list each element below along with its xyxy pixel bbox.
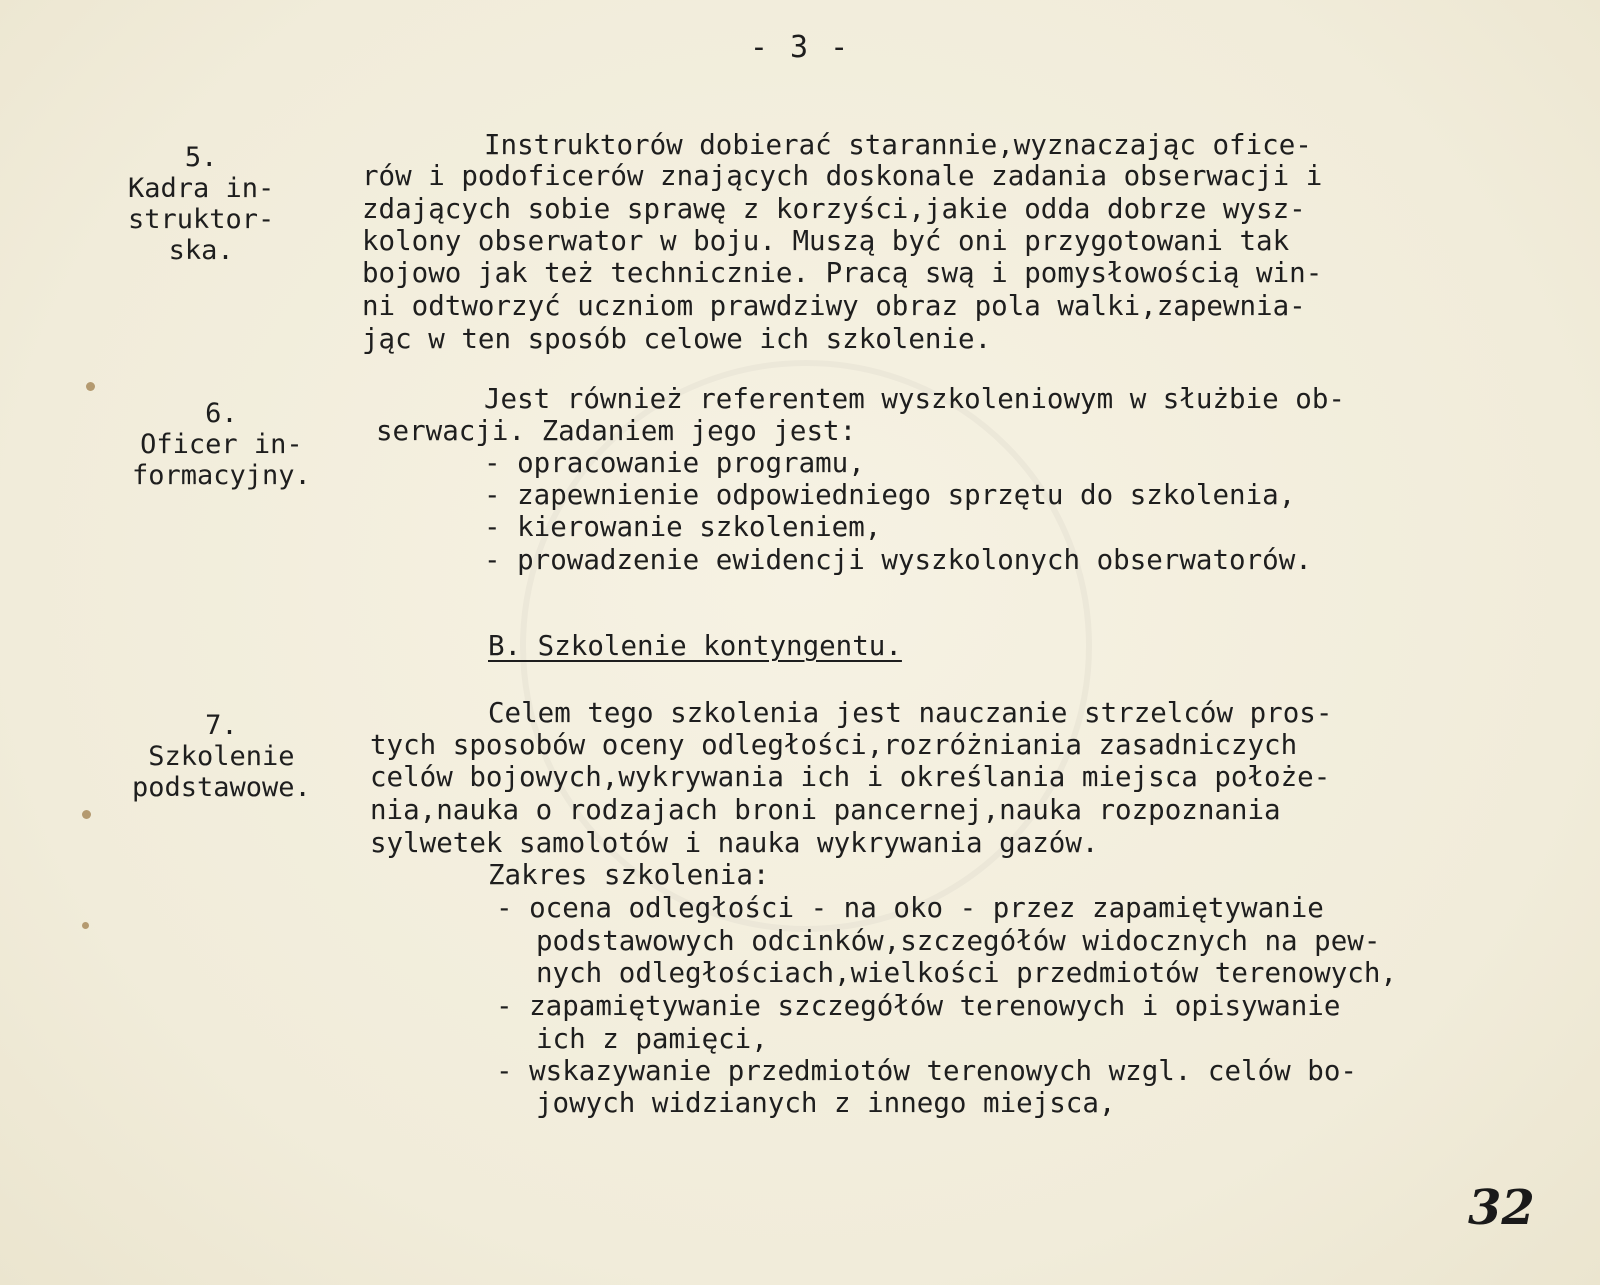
paragraph-6-line: - zapewnienie odpowiedniego sprzętu do szkolenia, xyxy=(484,479,1296,511)
paragraph-7-line: Zakres szkolenia: xyxy=(488,859,770,891)
paragraph-5-line: ni odtworzyć uczniom prawdziwy obraz pola walki,zapewnia- xyxy=(362,290,1306,322)
punch-hole-icon xyxy=(86,382,95,391)
list-item: - ocena odległości - na oko - przez zapamiętywanie xyxy=(496,892,1324,924)
paragraph-5-line: jąc w ten sposób celowe ich szkolenie. xyxy=(362,323,992,355)
list-item-continuation: podstawowych odcinków,szczegółów widocznych na pew- xyxy=(536,925,1381,957)
list-item: - wskazywanie przedmiotów terenowych wzgl. celów bo- xyxy=(496,1055,1357,1087)
paragraph-6-line: - prowadzenie ewidencji wyszkolonych obserwatorów. xyxy=(484,544,1312,576)
paragraph-7-line: nia,nauka o rodzajach broni pancernej,nauka rozpoznania xyxy=(370,794,1281,826)
paragraph-7-line: celów bojowych,wykrywania ich i określania miejsca położe- xyxy=(370,761,1331,793)
list-item-continuation: jowych widzianych z innego miejsca, xyxy=(536,1087,1116,1119)
paragraph-5-line: rów i podoficerów znających doskonale zadania obserwacji i xyxy=(362,160,1323,192)
paragraph-6-line: - opracowanie programu, xyxy=(484,447,865,479)
paragraph-7-line: Celem tego szkolenia jest nauczanie strzelców pros- xyxy=(488,697,1333,729)
punch-hole-icon xyxy=(82,810,91,819)
handwritten-page-number: 32 xyxy=(1468,1180,1535,1236)
punch-hole-icon xyxy=(82,922,89,929)
section-heading: B. Szkolenie kontyngentu. xyxy=(488,630,902,662)
margin-note-7: 7. Szkolenie podstawowe. xyxy=(132,710,311,803)
margin-note-6: 6. Oficer in- formacyjny. xyxy=(132,398,311,491)
paragraph-5-line: bojowo jak też technicznie. Pracą swą i pomysłowością win- xyxy=(362,257,1323,289)
page-number: - 3 - xyxy=(749,30,851,65)
list-item: - zapamiętywanie szczegółów terenowych i opisywanie xyxy=(496,990,1341,1022)
list-item-continuation: ich z pamięci, xyxy=(536,1023,768,1055)
paragraph-5-line: zdających sobie sprawę z korzyści,jakie odda dobrze wysz- xyxy=(362,193,1306,225)
paragraph-6-line: serwacji. Zadaniem jego jest: xyxy=(376,415,857,447)
paragraph-7-line: sylwetek samolotów i nauka wykrywania gazów. xyxy=(370,827,1099,859)
list-item-continuation: nych odległościach,wielkości przedmiotów terenowych, xyxy=(536,957,1397,989)
paragraph-5-line: Instruktorów dobierać starannie,wyznaczając ofice- xyxy=(484,129,1312,161)
paragraph-6-line: - kierowanie szkoleniem, xyxy=(484,511,882,543)
paragraph-5-line: kolony obserwator w boju. Muszą być oni przygotowani tak xyxy=(362,225,1290,257)
paragraph-7-line: tych sposobów oceny odległości,rozróżniania zasadniczych xyxy=(370,729,1298,761)
paragraph-6-line: Jest również referentem wyszkoleniowym w służbie ob- xyxy=(484,383,1345,415)
margin-note-5: 5. Kadra in- struktor- ska. xyxy=(128,142,275,266)
